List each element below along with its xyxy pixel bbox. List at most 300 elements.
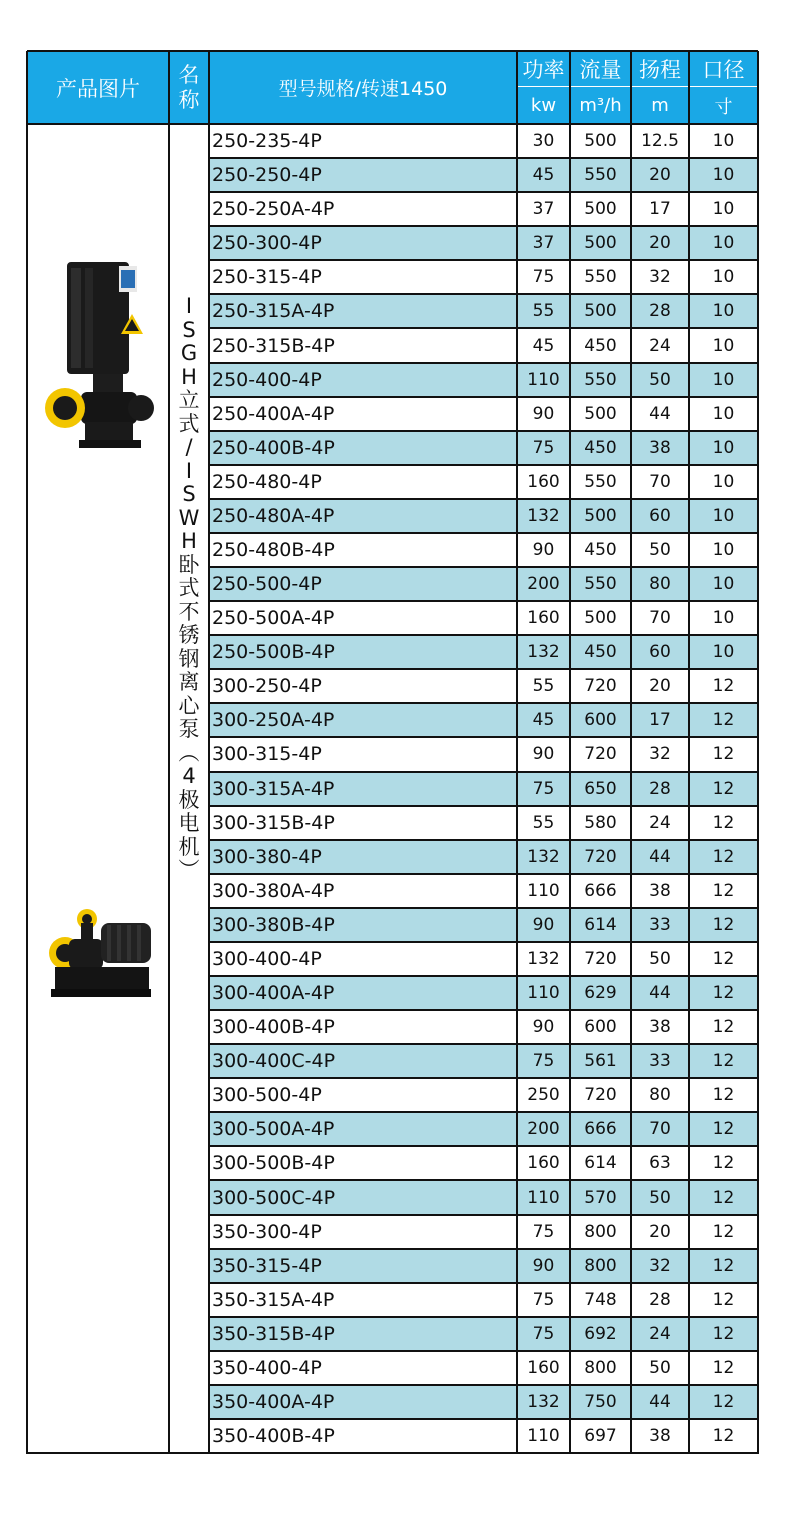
cell-kw (517, 397, 570, 431)
cell-bore-text: 12 (712, 1289, 735, 1310)
cell-kw-text: 250 (527, 1085, 560, 1106)
cell-kw-text: 75 (532, 1051, 555, 1072)
product-name (169, 295, 209, 883)
row-divider (209, 1350, 758, 1352)
cell-bore (689, 669, 758, 703)
cell-head-text: 44 (649, 1391, 671, 1412)
cell-kw-text: 37 (532, 199, 555, 220)
cell-bore (689, 635, 758, 669)
cell-head (631, 567, 689, 601)
cell-flow-text: 500 (584, 505, 617, 526)
spec-table (27, 51, 758, 1454)
cell-bore (689, 1044, 758, 1078)
cell-flow (570, 1215, 631, 1249)
cell-bore (689, 499, 758, 533)
cell-model-text: 350-315-4P (212, 1254, 322, 1277)
product-name-char: I (185, 458, 193, 483)
cell-model (209, 226, 517, 260)
cell-model-text: 250-480B-4P (212, 538, 335, 561)
cell-kw (517, 806, 570, 840)
cell-bore (689, 1112, 758, 1146)
cell-model-text: 300-315B-4P (212, 811, 335, 834)
cell-flow (570, 431, 631, 465)
row-divider (209, 293, 758, 295)
product-name-char: ︵ (178, 740, 200, 765)
cell-bore-text: 10 (712, 301, 735, 322)
header-photo-label: 产品图片 (56, 76, 140, 101)
cell-head-text: 33 (649, 914, 671, 935)
product-name-char: 立 (178, 388, 200, 412)
cell-bore-text: 12 (712, 676, 735, 697)
header-power-cell (517, 51, 570, 87)
cell-bore (689, 397, 758, 431)
product-name-char: 4 (182, 764, 196, 788)
cell-head-text: 38 (649, 880, 671, 901)
cell-bore (689, 226, 758, 260)
cell-model (209, 806, 517, 840)
cell-bore-text: 12 (712, 1357, 735, 1378)
cell-model-text: 250-480-4P (212, 470, 322, 493)
cell-head-text: 50 (649, 948, 671, 969)
cell-head-text: 38 (649, 1017, 671, 1038)
row-divider (209, 396, 758, 398)
cell-kw-text: 200 (527, 574, 560, 595)
cell-flow (570, 908, 631, 942)
cell-model (209, 1180, 517, 1214)
cell-flow-text: 580 (584, 812, 617, 833)
header-flow-cell (570, 51, 631, 87)
product-name-char: H (181, 529, 197, 553)
cell-model (209, 260, 517, 294)
cell-model (209, 942, 517, 976)
cell-kw-text: 90 (532, 1255, 555, 1276)
cell-bore-text: 12 (712, 1323, 735, 1344)
table-border-right (757, 51, 759, 1454)
cell-bore (689, 874, 758, 908)
col-divider-model (516, 51, 518, 1454)
cell-head (631, 772, 689, 806)
cell-flow-text: 629 (584, 983, 617, 1004)
cell-bore-text: 10 (712, 437, 735, 458)
cell-kw (517, 635, 570, 669)
cell-head-text: 44 (649, 846, 671, 867)
cell-kw-text: 75 (532, 1323, 555, 1344)
cell-flow (570, 1112, 631, 1146)
cell-head-text: 32 (649, 744, 671, 765)
cell-kw (517, 1419, 570, 1453)
cell-flow-text: 500 (584, 403, 617, 424)
cell-head-text: 38 (649, 1426, 671, 1447)
cell-model-text: 250-500A-4P (212, 607, 335, 630)
cell-bore-text: 12 (712, 710, 735, 731)
cell-flow-text: 720 (584, 676, 617, 697)
cell-bore (689, 772, 758, 806)
cell-flow-text: 450 (584, 642, 617, 663)
cell-model-text: 300-500A-4P (212, 1118, 335, 1141)
cell-head (631, 1112, 689, 1146)
cell-flow (570, 1010, 631, 1044)
cell-kw (517, 874, 570, 908)
cell-head (631, 328, 689, 362)
cell-flow (570, 874, 631, 908)
cell-head-text: 24 (649, 1323, 671, 1344)
cell-model-text: 250-500B-4P (212, 641, 335, 664)
cell-model (209, 567, 517, 601)
row-divider (209, 736, 758, 738)
row-divider (209, 498, 758, 500)
cell-head (631, 1249, 689, 1283)
row-divider (209, 1145, 758, 1147)
cell-model (209, 1112, 517, 1146)
header-bore-unit-cell (689, 87, 758, 124)
cell-flow-text: 550 (584, 574, 617, 595)
cell-flow-text: 500 (584, 131, 617, 152)
cell-flow-text: 561 (584, 1051, 617, 1072)
cell-kw-text: 75 (532, 1289, 555, 1310)
col-divider-flow (630, 51, 632, 1454)
table-border-left (26, 51, 28, 1454)
cell-flow-text: 500 (584, 233, 617, 254)
header-bore-unit: 寸 (714, 96, 733, 118)
cell-bore (689, 703, 758, 737)
cell-bore-text: 12 (712, 1426, 735, 1447)
cell-kw (517, 226, 570, 260)
cell-head (631, 874, 689, 908)
cell-kw (517, 1351, 570, 1385)
cell-flow (570, 1419, 631, 1453)
cell-kw-text: 75 (532, 1221, 555, 1242)
cell-model-text: 250-315A-4P (212, 300, 335, 323)
product-name-char: 式 (178, 576, 200, 600)
cell-model-text: 300-400C-4P (212, 1050, 336, 1073)
cell-model (209, 328, 517, 362)
cell-flow-text: 800 (584, 1357, 617, 1378)
cell-flow-text: 720 (584, 948, 617, 969)
cell-flow-text: 614 (584, 914, 617, 935)
cell-head-text: 70 (649, 608, 671, 629)
cell-kw (517, 1010, 570, 1044)
cell-flow (570, 1249, 631, 1283)
cell-flow (570, 737, 631, 771)
cell-head (631, 1078, 689, 1112)
cell-kw-text: 200 (527, 1119, 560, 1140)
header-model-label: 型号规格/转速1450 (278, 78, 448, 100)
cell-head-text: 20 (649, 1221, 671, 1242)
product-name-char: 离 (178, 670, 200, 694)
cell-bore (689, 567, 758, 601)
cell-flow-text: 692 (584, 1323, 617, 1344)
row-divider (209, 600, 758, 602)
cell-kw-text: 110 (527, 1426, 560, 1447)
cell-model (209, 1317, 517, 1351)
cell-flow (570, 294, 631, 328)
row-divider (209, 975, 758, 977)
product-name-char: H (181, 364, 197, 389)
header-photo-cell (27, 51, 169, 124)
cell-head-text: 70 (649, 1119, 671, 1140)
cell-flow (570, 226, 631, 260)
header-head-cell (631, 51, 689, 87)
cell-bore-text: 12 (712, 1153, 735, 1174)
cell-model (209, 1044, 517, 1078)
header-power-label: 功率 (522, 58, 565, 82)
cell-bore-text: 12 (712, 914, 735, 935)
row-divider (209, 362, 758, 364)
cell-flow-text: 666 (584, 880, 617, 901)
cell-bore (689, 294, 758, 328)
cell-flow-text: 720 (584, 846, 617, 867)
cell-kw-text: 110 (527, 369, 560, 390)
header-flow-unit: m³/h (579, 95, 622, 116)
cell-bore-text: 10 (712, 131, 735, 152)
cell-model-text: 300-315-4P (212, 743, 322, 766)
row-divider (209, 1282, 758, 1284)
cell-model (209, 363, 517, 397)
cell-bore (689, 1317, 758, 1351)
cell-model-text: 300-380A-4P (212, 879, 335, 902)
cell-bore-text: 12 (712, 1085, 735, 1106)
cell-bore-text: 12 (712, 1119, 735, 1140)
cell-kw (517, 328, 570, 362)
cell-flow (570, 465, 631, 499)
cell-head-text: 20 (649, 233, 671, 254)
cell-head-text: 80 (649, 1085, 671, 1106)
cell-head (631, 942, 689, 976)
cell-flow-text: 650 (584, 778, 617, 799)
cell-model (209, 294, 517, 328)
cell-flow (570, 1385, 631, 1419)
cell-kw-text: 90 (532, 1017, 555, 1038)
cell-head-text: 28 (649, 1289, 671, 1310)
cell-kw (517, 158, 570, 192)
cell-head (631, 1283, 689, 1317)
cell-model (209, 1419, 517, 1453)
header-model-cell (209, 51, 517, 124)
cell-model (209, 908, 517, 942)
cell-model (209, 397, 517, 431)
cell-kw (517, 669, 570, 703)
cell-flow (570, 703, 631, 737)
row-divider (209, 771, 758, 773)
cell-bore-text: 10 (712, 369, 735, 390)
cell-kw (517, 1146, 570, 1180)
cell-flow (570, 124, 631, 158)
cell-head (631, 1044, 689, 1078)
col-divider-head (688, 51, 690, 1454)
cell-flow-text: 500 (584, 199, 617, 220)
cell-bore (689, 158, 758, 192)
cell-flow-text: 800 (584, 1221, 617, 1242)
cell-bore-text: 10 (712, 642, 735, 663)
cell-model (209, 840, 517, 874)
cell-bore-text: 12 (712, 983, 735, 1004)
row-divider (209, 839, 758, 841)
cell-flow-text: 450 (584, 437, 617, 458)
col-divider-photo (168, 51, 170, 1454)
cell-bore (689, 260, 758, 294)
cell-flow-text: 748 (584, 1289, 617, 1310)
cell-bore (689, 737, 758, 771)
cell-flow (570, 567, 631, 601)
row-divider (209, 1077, 758, 1079)
cell-kw-text: 45 (532, 710, 555, 731)
product-name-char: 机 (178, 834, 200, 859)
cell-kw-text: 90 (532, 744, 555, 765)
cell-bore (689, 328, 758, 362)
cell-flow-text: 720 (584, 744, 617, 765)
product-name-char: W (178, 505, 200, 530)
cell-kw (517, 124, 570, 158)
horizontal-pump-photo (47, 909, 157, 1009)
cell-flow-text: 720 (584, 1085, 617, 1106)
cell-kw-text: 160 (527, 608, 560, 629)
cell-kw (517, 1112, 570, 1146)
header-flow-label: 流量 (579, 58, 622, 82)
cell-kw (517, 363, 570, 397)
header-head-unit-cell (631, 87, 689, 124)
cell-flow (570, 840, 631, 874)
cell-head-text: 32 (649, 1255, 671, 1276)
cell-kw-text: 160 (527, 1357, 560, 1378)
row-divider (209, 1316, 758, 1318)
cell-head (631, 363, 689, 397)
cell-head-text: 80 (649, 574, 671, 595)
cell-bore-text: 10 (712, 539, 735, 560)
cell-kw-text: 90 (532, 403, 555, 424)
cell-flow-text: 550 (584, 471, 617, 492)
cell-bore (689, 1180, 758, 1214)
cell-flow (570, 942, 631, 976)
cell-model-text: 300-500-4P (212, 1084, 322, 1107)
cell-bore-text: 12 (712, 1391, 735, 1412)
cell-flow (570, 1044, 631, 1078)
cell-model-text: 250-315B-4P (212, 334, 335, 357)
cell-head-text: 50 (649, 1357, 671, 1378)
cell-flow (570, 1078, 631, 1112)
cell-head (631, 976, 689, 1010)
cell-flow (570, 397, 631, 431)
cell-model (209, 601, 517, 635)
cell-head-text: 20 (649, 165, 671, 186)
cell-model-text: 350-315B-4P (212, 1322, 335, 1345)
cell-kw (517, 1044, 570, 1078)
row-divider (209, 1179, 758, 1181)
vertical-pump-photo (41, 256, 157, 452)
cell-flow-text: 697 (584, 1426, 617, 1447)
cell-model-text: 350-315A-4P (212, 1288, 335, 1311)
cell-bore-text: 10 (712, 335, 735, 356)
cell-kw-text: 45 (532, 335, 555, 356)
row-divider (209, 1248, 758, 1250)
cell-model-text: 250-250-4P (212, 164, 322, 187)
header-divider (27, 123, 758, 125)
cell-head (631, 533, 689, 567)
cell-kw-text: 55 (532, 301, 555, 322)
cell-head (631, 635, 689, 669)
cell-bore-text: 12 (712, 778, 735, 799)
cell-kw-text: 90 (532, 914, 555, 935)
cell-kw (517, 1215, 570, 1249)
cell-flow (570, 158, 631, 192)
product-name-char: 电 (178, 811, 200, 835)
cell-flow (570, 1317, 631, 1351)
cell-bore (689, 1385, 758, 1419)
row-divider (209, 702, 758, 704)
row-divider (209, 1111, 758, 1113)
cell-model (209, 669, 517, 703)
cell-flow-text: 600 (584, 710, 617, 731)
cell-bore (689, 363, 758, 397)
cell-bore (689, 601, 758, 635)
cell-model-text: 250-315-4P (212, 266, 322, 289)
cell-flow-text: 570 (584, 1187, 617, 1208)
cell-kw (517, 499, 570, 533)
cell-model-text: 250-400B-4P (212, 436, 335, 459)
cell-model (209, 635, 517, 669)
cell-bore (689, 1283, 758, 1317)
cell-bore-text: 12 (712, 846, 735, 867)
cell-kw (517, 1385, 570, 1419)
cell-model (209, 737, 517, 771)
row-divider (209, 430, 758, 432)
cell-model (209, 1146, 517, 1180)
row-divider (209, 1418, 758, 1420)
cell-head (631, 840, 689, 874)
cell-head (631, 1010, 689, 1044)
cell-flow-text: 500 (584, 301, 617, 322)
product-name-char: 不 (178, 599, 200, 624)
cell-kw (517, 192, 570, 226)
cell-head (631, 1215, 689, 1249)
row-divider (209, 1043, 758, 1045)
cell-model (209, 1010, 517, 1044)
cell-bore (689, 1351, 758, 1385)
row-divider (209, 1214, 758, 1216)
table-border-top (27, 50, 758, 52)
cell-head (631, 124, 689, 158)
cell-head-text: 12.5 (641, 131, 679, 152)
cell-head-text: 33 (649, 1051, 671, 1072)
cell-kw-text: 132 (527, 948, 560, 969)
cell-model (209, 465, 517, 499)
row-divider (209, 941, 758, 943)
cell-bore (689, 192, 758, 226)
cell-kw (517, 908, 570, 942)
product-name-char: ︶ (178, 858, 200, 882)
cell-bore-text: 12 (712, 1017, 735, 1038)
cell-kw-text: 110 (527, 880, 560, 901)
cell-head (631, 158, 689, 192)
cell-kw (517, 737, 570, 771)
cell-head (631, 806, 689, 840)
row-divider (209, 1384, 758, 1386)
product-name-char: 极 (178, 787, 200, 812)
cell-flow (570, 192, 631, 226)
cell-kw (517, 1180, 570, 1214)
cell-model-text: 300-400A-4P (212, 982, 335, 1005)
row-divider (209, 873, 758, 875)
cell-head-text: 70 (649, 471, 671, 492)
cell-flow (570, 260, 631, 294)
cell-flow (570, 1283, 631, 1317)
cell-head (631, 1146, 689, 1180)
cell-kw-text: 160 (527, 1153, 560, 1174)
cell-flow (570, 601, 631, 635)
col-divider-power (569, 51, 571, 1454)
cell-model (209, 703, 517, 737)
row-divider (209, 907, 758, 909)
table-border-bottom (27, 1452, 758, 1454)
